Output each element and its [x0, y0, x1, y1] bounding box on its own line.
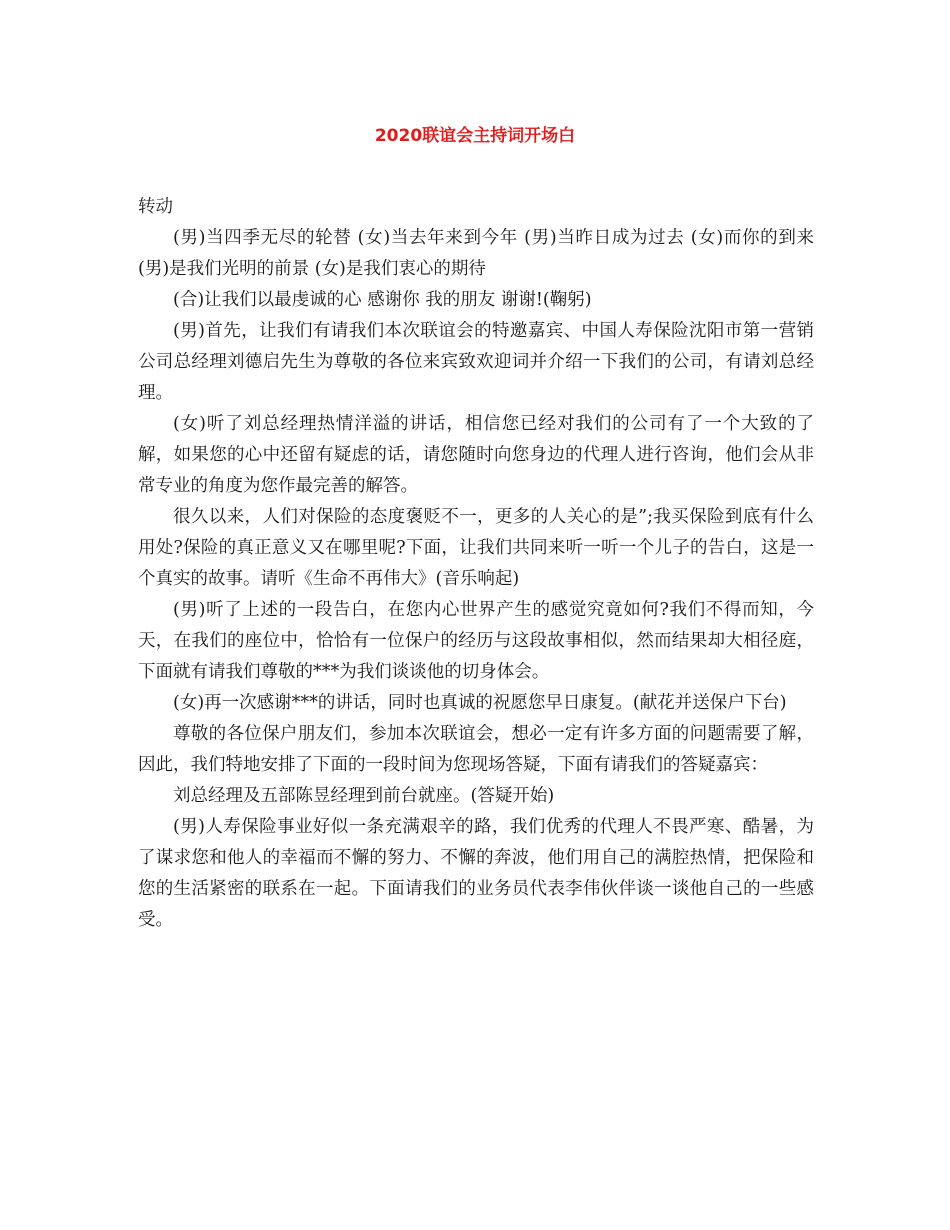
paragraph-10: (男)人寿保险事业好似一条充满艰辛的路，我们优秀的代理人不畏严寒、酷暑，为了谋求您和他人的幸福而不懈的努力、不懈的奔波，他们用自己的满腔热情，把保险和您的生活紧密的联系在一起。下面请我们的业务员代表李伟伙伴谈一谈他自己的一些感受。 [138, 817, 814, 930]
paragraph-0: 转动 [138, 197, 173, 217]
paragraph-5: 很久以来，人们对保险的态度褒贬不一，更多的人关心的是”;我买保险到底有什么用处?保险的真正意义又在哪里呢?下面，让我们共同来听一听一个儿子的告白，这是一个真实的故事。请听《生命不再伟大》(音乐响起) [138, 507, 814, 589]
document-title: 2020联谊会主持词开场白 [374, 126, 576, 146]
document-body [138, 192, 814, 936]
paragraph-6: (男)听了上述的一段告白，在您内心世界产生的感觉究竟如何?我们不得而知，今天，在我们的座位中，恰恰有一位保户的经历与这段故事相似，然而结果却大相径庭，下面就有请我们尊敬的***为我们谈谈他的切身体会。 [138, 600, 814, 682]
paragraph-9: 刘总经理及五部陈昱经理到前台就座。(答疑开始) [173, 786, 555, 806]
paragraph-4: (女)听了刘总经理热情洋溢的讲话，相信您已经对我们的公司有了一个大致的了解，如果您的心中还留有疑虑的话，请您随时向您身边的代理人进行咨询，他们会从非常专业的角度为您作最完善的解答。 [138, 414, 814, 496]
paragraph-8: 尊敬的各位保户朋友们，参加本次联谊会，想必一定有许多方面的问题需要了解，因此，我们特地安排了下面的一段时间为您现场答疑，下面有请我们的答疑嘉宾： [138, 724, 814, 775]
paragraph-3: (男)首先，让我们有请我们本次联谊会的特邀嘉宾、中国人寿保险沈阳市第一营销公司总经理刘德启先生为尊敬的各位来宾致欢迎词并介绍一下我们的公司，有请刘总经理。 [138, 321, 814, 403]
paragraph-1: (男)当四季无尽的轮替 (女)当去年来到今年 (男)当昨日成为过去 (女)而你的到来 (男)是我们光明的前景 (女)是我们衷心的期待 [138, 228, 814, 279]
paragraph-2: (合)让我们以最虔诚的心 感谢你 我的朋友 谢谢!(鞠躬) [173, 290, 592, 310]
paragraph-7: (女)再一次感谢***的讲话，同时也真诚的祝愿您早日康复。(献花并送保户下台) [173, 693, 787, 713]
